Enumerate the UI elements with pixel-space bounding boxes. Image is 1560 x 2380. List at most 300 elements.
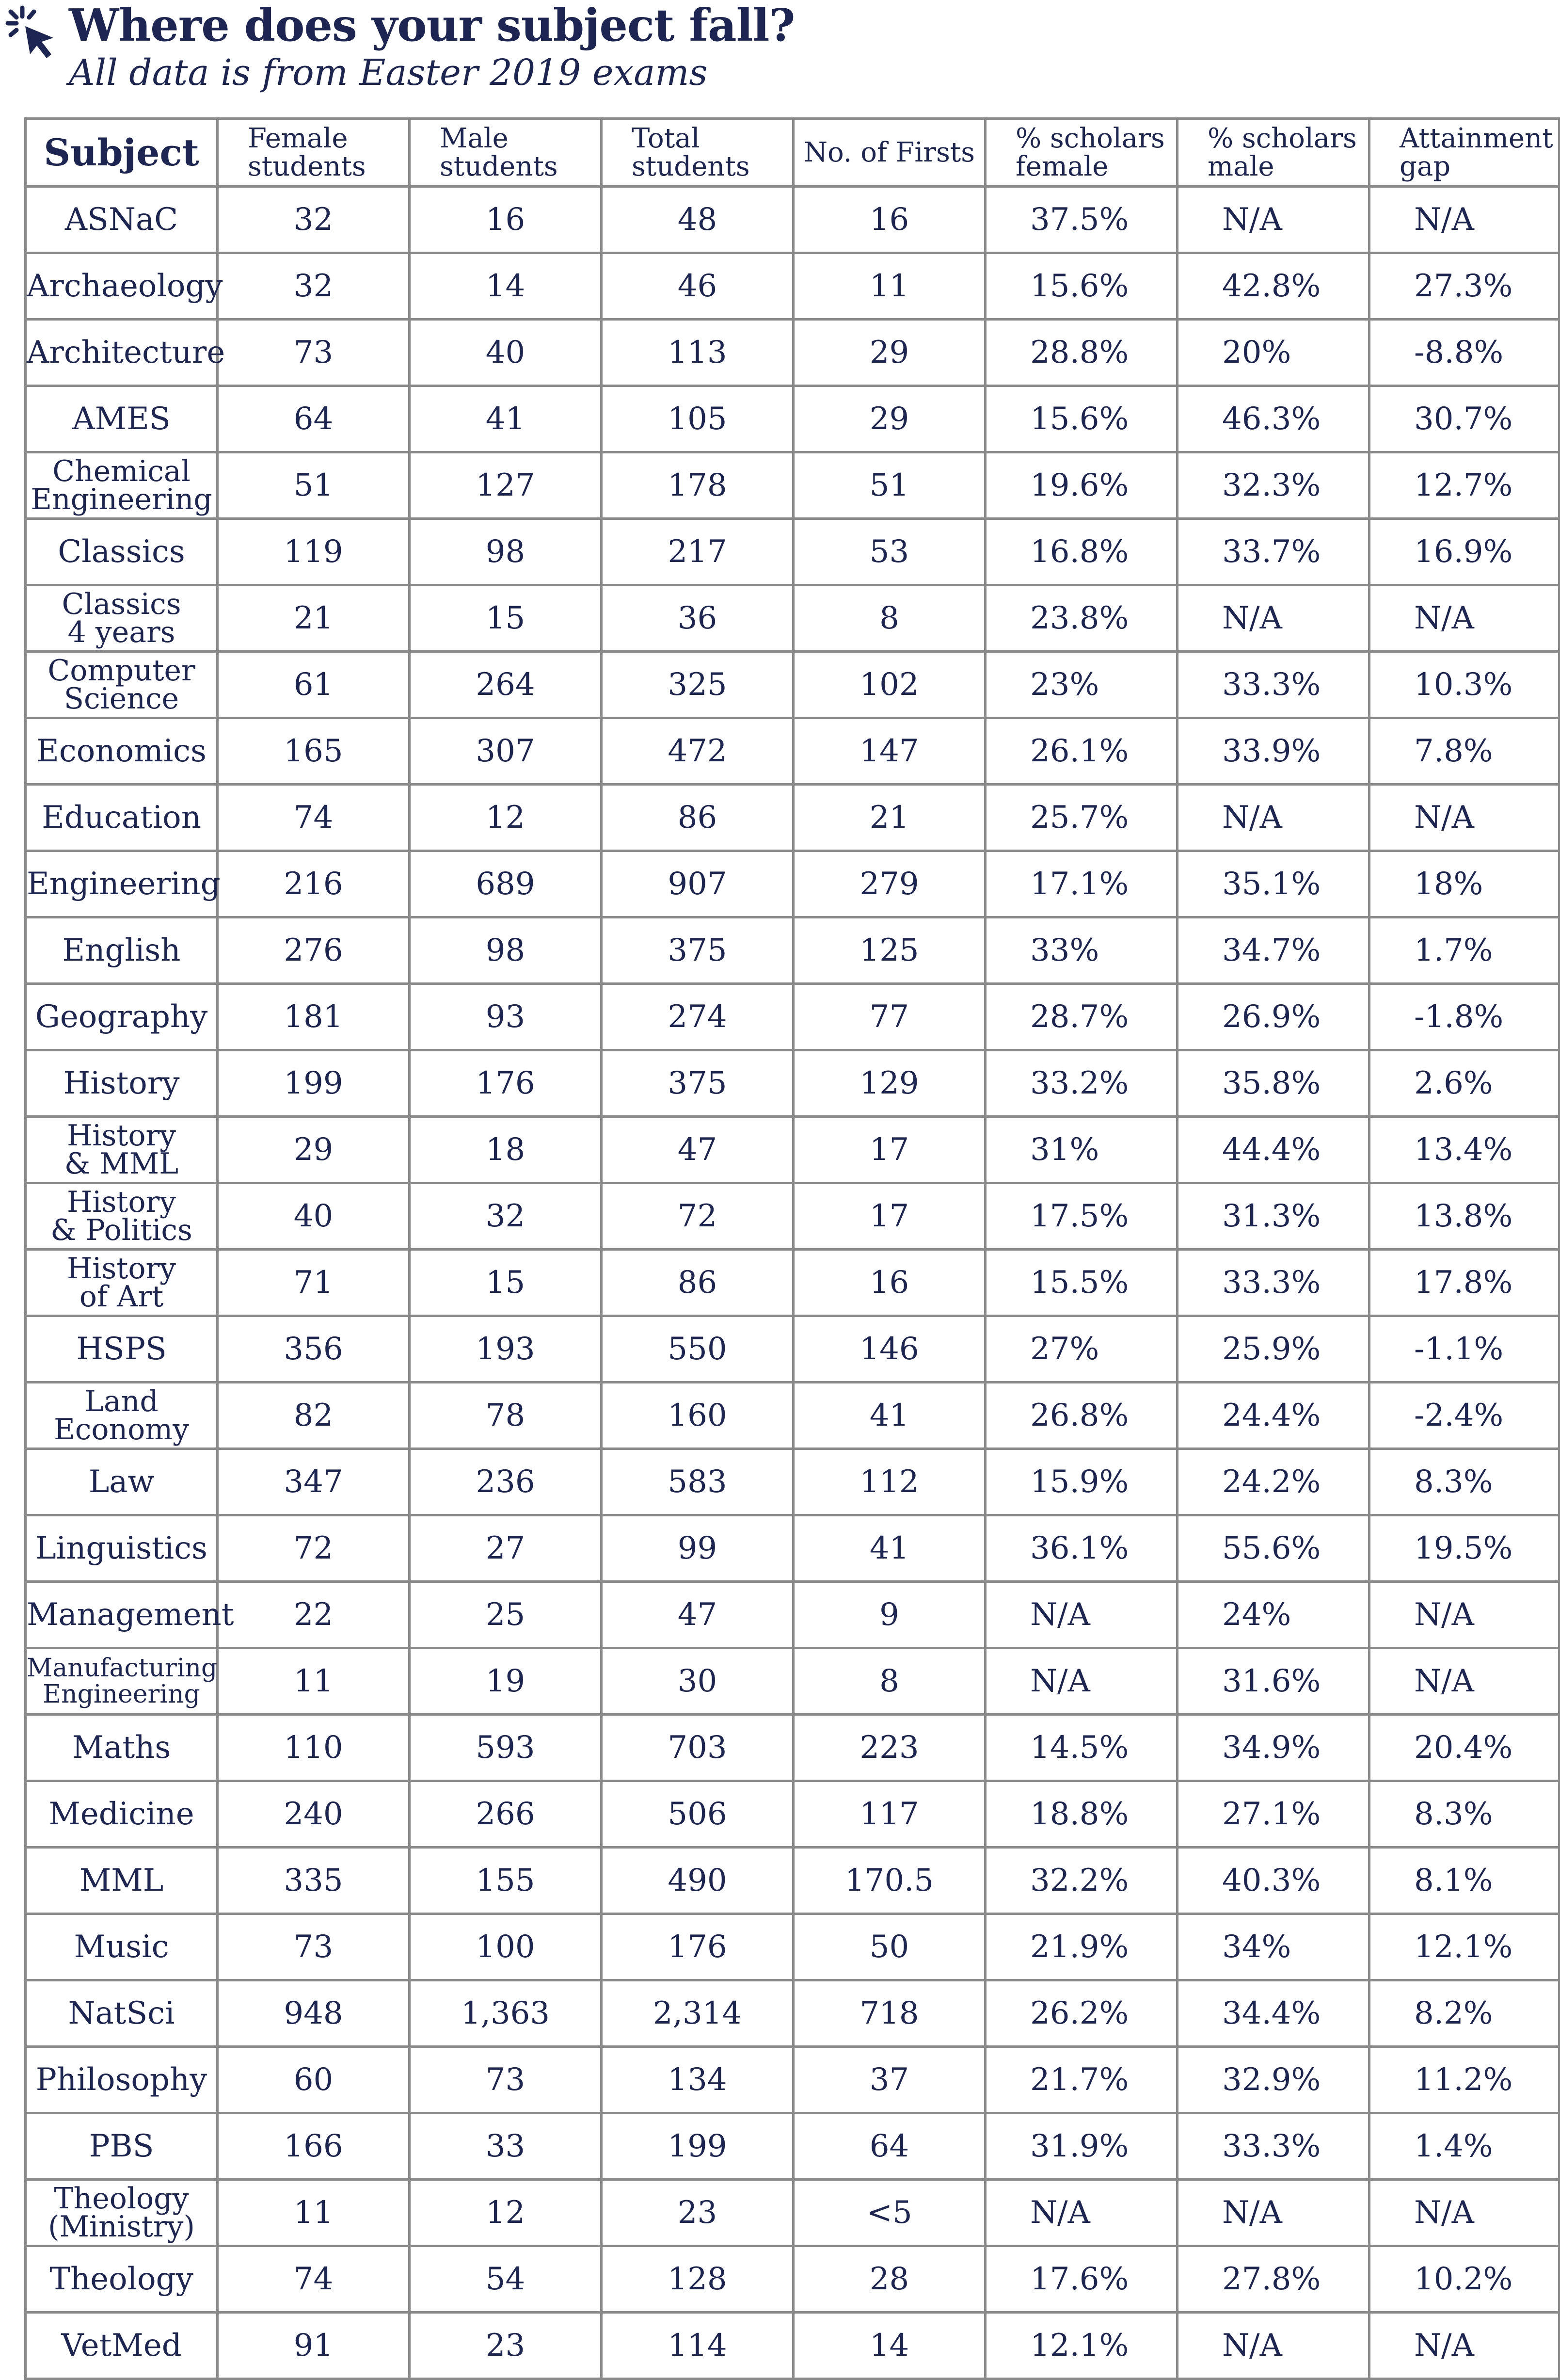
cell-male: 689 xyxy=(410,851,602,917)
table-row xyxy=(26,1848,1560,1914)
cell-scholars-male: 24% xyxy=(1178,1582,1369,1648)
cell-attainment-gap: 11.2% xyxy=(1369,2047,1560,2113)
cell-attainment-gap: 1.4% xyxy=(1369,2113,1560,2180)
cell-male: 100 xyxy=(410,1914,602,1980)
cell-firsts: 102 xyxy=(794,652,986,718)
cell-scholars-male: N/A xyxy=(1178,2313,1369,2379)
table-row xyxy=(26,1117,1560,1183)
cursor-click-icon xyxy=(3,4,61,62)
table-row xyxy=(26,1781,1560,1848)
table-row xyxy=(26,519,1560,585)
cell-female: 40 xyxy=(218,1183,410,1250)
cell-male: 264 xyxy=(410,652,602,718)
cell-female: 71 xyxy=(218,1250,410,1316)
cell-subject: History & MML xyxy=(26,1117,218,1183)
cell-firsts: 21 xyxy=(794,785,986,851)
cell-attainment-gap: 16.9% xyxy=(1369,519,1560,585)
cell-scholars-male: 33.3% xyxy=(1178,2113,1369,2180)
cell-attainment-gap: 8.1% xyxy=(1369,1848,1560,1914)
cell-scholars-male: 24.2% xyxy=(1178,1449,1369,1515)
cell-scholars-female: 17.6% xyxy=(986,2246,1178,2313)
table-row xyxy=(26,785,1560,851)
cell-female: 51 xyxy=(218,452,410,519)
cell-firsts: <5 xyxy=(794,2180,986,2246)
cell-scholars-male: 35.8% xyxy=(1178,1050,1369,1117)
table-row xyxy=(26,187,1560,253)
cell-scholars-female: 33% xyxy=(986,917,1178,984)
cell-firsts: 9 xyxy=(794,1582,986,1648)
table-row xyxy=(26,984,1560,1050)
table-row xyxy=(26,1980,1560,2047)
cell-scholars-female: 25.7% xyxy=(986,785,1178,851)
cell-firsts: 29 xyxy=(794,320,986,386)
cell-scholars-female: N/A xyxy=(986,1648,1178,1715)
cell-male: 155 xyxy=(410,1848,602,1914)
table-row xyxy=(26,320,1560,386)
table-row xyxy=(26,652,1560,718)
cell-scholars-male: 34.4% xyxy=(1178,1980,1369,2047)
cell-attainment-gap: 20.4% xyxy=(1369,1715,1560,1781)
cell-male: 266 xyxy=(410,1781,602,1848)
cell-female: 199 xyxy=(218,1050,410,1117)
table-row xyxy=(26,1582,1560,1648)
cell-male: 307 xyxy=(410,718,602,785)
table-row xyxy=(26,386,1560,452)
cell-male: 12 xyxy=(410,785,602,851)
cell-scholars-female: 12.1% xyxy=(986,2313,1178,2379)
cell-male: 593 xyxy=(410,1715,602,1781)
cell-total: 375 xyxy=(602,917,794,984)
cell-firsts: 117 xyxy=(794,1781,986,1848)
cell-subject: Linguistics xyxy=(26,1515,218,1582)
cell-female: 166 xyxy=(218,2113,410,2180)
cell-firsts: 17 xyxy=(794,1183,986,1250)
cell-subject: HSPS xyxy=(26,1316,218,1383)
cell-female: 91 xyxy=(218,2313,410,2379)
cell-attainment-gap: 7.8% xyxy=(1369,718,1560,785)
cell-male: 12 xyxy=(410,2180,602,2246)
cell-male: 27 xyxy=(410,1515,602,1582)
cell-subject: AMES xyxy=(26,386,218,452)
cell-scholars-female: 31.9% xyxy=(986,2113,1178,2180)
cell-attainment-gap: 8.3% xyxy=(1369,1449,1560,1515)
table-row xyxy=(26,1316,1560,1383)
cell-attainment-gap: 13.4% xyxy=(1369,1117,1560,1183)
cell-scholars-female: N/A xyxy=(986,1582,1178,1648)
cell-scholars-male: 20% xyxy=(1178,320,1369,386)
cell-female: 82 xyxy=(218,1383,410,1449)
column-header-male: Male students xyxy=(410,119,602,187)
cell-male: 16 xyxy=(410,187,602,253)
cell-firsts: 11 xyxy=(794,253,986,320)
cell-scholars-female: 17.5% xyxy=(986,1183,1178,1250)
cell-firsts: 146 xyxy=(794,1316,986,1383)
cell-attainment-gap: 1.7% xyxy=(1369,917,1560,984)
cell-male: 236 xyxy=(410,1449,602,1515)
table-row xyxy=(26,1250,1560,1316)
cell-attainment-gap: -1.1% xyxy=(1369,1316,1560,1383)
cell-male: 19 xyxy=(410,1648,602,1715)
cell-subject: Computer Science xyxy=(26,652,218,718)
cell-female: 181 xyxy=(218,984,410,1050)
cell-subject: English xyxy=(26,917,218,984)
cell-firsts: 51 xyxy=(794,452,986,519)
cell-male: 98 xyxy=(410,917,602,984)
cell-scholars-male: 31.6% xyxy=(1178,1648,1369,1715)
cell-female: 216 xyxy=(218,851,410,917)
column-header-firsts: No. of Firsts xyxy=(794,119,986,187)
cell-male: 15 xyxy=(410,1250,602,1316)
cell-firsts: 125 xyxy=(794,917,986,984)
cell-female: 356 xyxy=(218,1316,410,1383)
cell-scholars-male: 35.1% xyxy=(1178,851,1369,917)
cell-attainment-gap: 17.8% xyxy=(1369,1250,1560,1316)
cell-male: 78 xyxy=(410,1383,602,1449)
cell-subject: Management xyxy=(26,1582,218,1648)
cell-attainment-gap: -8.8% xyxy=(1369,320,1560,386)
cell-firsts: 41 xyxy=(794,1515,986,1582)
cell-female: 29 xyxy=(218,1117,410,1183)
table-row xyxy=(26,917,1560,984)
cell-subject: VetMed xyxy=(26,2313,218,2379)
cell-scholars-female: 18.8% xyxy=(986,1781,1178,1848)
table-row xyxy=(26,2246,1560,2313)
page-subtitle: All data is from Easter 2019 exams xyxy=(69,52,708,94)
cell-scholars-female: N/A xyxy=(986,2180,1178,2246)
cell-scholars-male: 55.6% xyxy=(1178,1515,1369,1582)
cell-female: 240 xyxy=(218,1781,410,1848)
cell-subject: Medicine xyxy=(26,1781,218,1848)
cell-firsts: 77 xyxy=(794,984,986,1050)
table-row xyxy=(26,1914,1560,1980)
cell-attainment-gap: 12.1% xyxy=(1369,1914,1560,1980)
cell-scholars-male: N/A xyxy=(1178,2180,1369,2246)
cell-male: 1,363 xyxy=(410,1980,602,2047)
cell-total: 550 xyxy=(602,1316,794,1383)
cell-total: 48 xyxy=(602,187,794,253)
cell-scholars-female: 19.6% xyxy=(986,452,1178,519)
column-header-scholars-male: % scholars male xyxy=(1178,119,1369,187)
cell-male: 33 xyxy=(410,2113,602,2180)
table-row xyxy=(26,2180,1560,2246)
cell-scholars-female: 37.5% xyxy=(986,187,1178,253)
cell-subject: Chemical Engineering xyxy=(26,452,218,519)
cell-total: 583 xyxy=(602,1449,794,1515)
cell-scholars-male: 40.3% xyxy=(1178,1848,1369,1914)
cell-attainment-gap: N/A xyxy=(1369,1648,1560,1715)
cell-firsts: 223 xyxy=(794,1715,986,1781)
cell-scholars-male: 33.3% xyxy=(1178,652,1369,718)
cell-scholars-female: 23.8% xyxy=(986,585,1178,652)
cell-scholars-female: 31% xyxy=(986,1117,1178,1183)
table-row xyxy=(26,1383,1560,1449)
cell-male: 40 xyxy=(410,320,602,386)
cell-attainment-gap: 8.2% xyxy=(1369,1980,1560,2047)
cell-subject: Education xyxy=(26,785,218,851)
column-header-total: Total students xyxy=(602,119,794,187)
cell-male: 98 xyxy=(410,519,602,585)
cell-scholars-male: N/A xyxy=(1178,585,1369,652)
cell-female: 335 xyxy=(218,1848,410,1914)
cell-scholars-male: 27.1% xyxy=(1178,1781,1369,1848)
cell-scholars-female: 21.9% xyxy=(986,1914,1178,1980)
cell-scholars-female: 23% xyxy=(986,652,1178,718)
cell-female: 60 xyxy=(218,2047,410,2113)
cell-subject: ASNaC xyxy=(26,187,218,253)
table-row xyxy=(26,1515,1560,1582)
cell-attainment-gap: -2.4% xyxy=(1369,1383,1560,1449)
cell-attainment-gap: 12.7% xyxy=(1369,452,1560,519)
cell-attainment-gap: N/A xyxy=(1369,2313,1560,2379)
cell-subject: Maths xyxy=(26,1715,218,1781)
cell-attainment-gap: -1.8% xyxy=(1369,984,1560,1050)
subject-table xyxy=(24,117,1560,2380)
cell-total: 199 xyxy=(602,2113,794,2180)
cell-male: 18 xyxy=(410,1117,602,1183)
cell-male: 193 xyxy=(410,1316,602,1383)
table-row xyxy=(26,851,1560,917)
cell-scholars-female: 26.8% xyxy=(986,1383,1178,1449)
cell-attainment-gap: 10.3% xyxy=(1369,652,1560,718)
cell-attainment-gap: 8.3% xyxy=(1369,1781,1560,1848)
cell-subject: Classics xyxy=(26,519,218,585)
cell-female: 165 xyxy=(218,718,410,785)
cell-attainment-gap: 30.7% xyxy=(1369,386,1560,452)
cell-firsts: 147 xyxy=(794,718,986,785)
cell-firsts: 28 xyxy=(794,2246,986,2313)
cell-subject: Law xyxy=(26,1449,218,1515)
cell-firsts: 50 xyxy=(794,1914,986,1980)
cell-attainment-gap: 2.6% xyxy=(1369,1050,1560,1117)
cell-scholars-male: 32.9% xyxy=(1178,2047,1369,2113)
cell-scholars-female: 28.8% xyxy=(986,320,1178,386)
cell-total: 2,314 xyxy=(602,1980,794,2047)
header-row xyxy=(26,119,1560,187)
table-row xyxy=(26,2113,1560,2180)
cell-subject: History & Politics xyxy=(26,1183,218,1250)
column-header-scholars-female: % scholars female xyxy=(986,119,1178,187)
cell-attainment-gap: N/A xyxy=(1369,2180,1560,2246)
cell-firsts: 17 xyxy=(794,1117,986,1183)
cell-total: 86 xyxy=(602,785,794,851)
cell-female: 73 xyxy=(218,320,410,386)
cell-female: 119 xyxy=(218,519,410,585)
cell-firsts: 718 xyxy=(794,1980,986,2047)
table-row xyxy=(26,1050,1560,1117)
cell-firsts: 53 xyxy=(794,519,986,585)
cell-female: 11 xyxy=(218,2180,410,2246)
cell-total: 178 xyxy=(602,452,794,519)
cell-scholars-male: N/A xyxy=(1178,187,1369,253)
cell-firsts: 16 xyxy=(794,187,986,253)
cell-female: 32 xyxy=(218,187,410,253)
cell-subject: Land Economy xyxy=(26,1383,218,1449)
cell-subject: Theology xyxy=(26,2246,218,2313)
cell-scholars-female: 16.8% xyxy=(986,519,1178,585)
cell-total: 907 xyxy=(602,851,794,917)
cell-firsts: 129 xyxy=(794,1050,986,1117)
table-row xyxy=(26,1648,1560,1715)
cell-total: 105 xyxy=(602,386,794,452)
cell-scholars-female: 21.7% xyxy=(986,2047,1178,2113)
cell-female: 74 xyxy=(218,2246,410,2313)
table-row xyxy=(26,2047,1560,2113)
cell-scholars-female: 26.2% xyxy=(986,1980,1178,2047)
cell-total: 274 xyxy=(602,984,794,1050)
cell-scholars-male: 34.9% xyxy=(1178,1715,1369,1781)
cell-total: 217 xyxy=(602,519,794,585)
cell-male: 23 xyxy=(410,2313,602,2379)
cell-total: 176 xyxy=(602,1914,794,1980)
cell-subject: Archaeology xyxy=(26,253,218,320)
cell-male: 127 xyxy=(410,452,602,519)
cell-attainment-gap: N/A xyxy=(1369,785,1560,851)
cell-scholars-male: 42.8% xyxy=(1178,253,1369,320)
cell-subject: Geography xyxy=(26,984,218,1050)
cell-total: 46 xyxy=(602,253,794,320)
cell-firsts: 279 xyxy=(794,851,986,917)
cell-total: 325 xyxy=(602,652,794,718)
cell-firsts: 8 xyxy=(794,1648,986,1715)
cell-female: 32 xyxy=(218,253,410,320)
cell-scholars-male: 27.8% xyxy=(1178,2246,1369,2313)
cell-firsts: 16 xyxy=(794,1250,986,1316)
cell-female: 61 xyxy=(218,652,410,718)
cell-scholars-male: N/A xyxy=(1178,785,1369,851)
table-row xyxy=(26,452,1560,519)
cell-attainment-gap: 27.3% xyxy=(1369,253,1560,320)
cell-scholars-male: 24.4% xyxy=(1178,1383,1369,1449)
cell-total: 160 xyxy=(602,1383,794,1449)
cell-attainment-gap: N/A xyxy=(1369,1582,1560,1648)
cell-male: 15 xyxy=(410,585,602,652)
cell-scholars-female: 15.6% xyxy=(986,253,1178,320)
table-body xyxy=(26,187,1560,2379)
cell-total: 472 xyxy=(602,718,794,785)
cell-subject: PBS xyxy=(26,2113,218,2180)
cell-total: 23 xyxy=(602,2180,794,2246)
cell-scholars-female: 33.2% xyxy=(986,1050,1178,1117)
cell-subject: Philosophy xyxy=(26,2047,218,2113)
table-row xyxy=(26,1449,1560,1515)
cell-firsts: 37 xyxy=(794,2047,986,2113)
cell-scholars-female: 15.9% xyxy=(986,1449,1178,1515)
cell-firsts: 170.5 xyxy=(794,1848,986,1914)
cell-scholars-female: 17.1% xyxy=(986,851,1178,917)
cell-female: 22 xyxy=(218,1582,410,1648)
cell-scholars-male: 46.3% xyxy=(1178,386,1369,452)
cell-total: 114 xyxy=(602,2313,794,2379)
cell-firsts: 64 xyxy=(794,2113,986,2180)
cell-subject: Music xyxy=(26,1914,218,1980)
cell-attainment-gap: 18% xyxy=(1369,851,1560,917)
cell-total: 113 xyxy=(602,320,794,386)
cell-total: 30 xyxy=(602,1648,794,1715)
cell-scholars-female: 27% xyxy=(986,1316,1178,1383)
cell-firsts: 8 xyxy=(794,585,986,652)
cell-scholars-female: 15.6% xyxy=(986,386,1178,452)
cell-attainment-gap: N/A xyxy=(1369,187,1560,253)
cell-total: 47 xyxy=(602,1117,794,1183)
cell-total: 490 xyxy=(602,1848,794,1914)
page-title: Where does your subject fall? xyxy=(69,0,795,51)
cell-scholars-male: 33.9% xyxy=(1178,718,1369,785)
table-row xyxy=(26,253,1560,320)
cell-scholars-female: 36.1% xyxy=(986,1515,1178,1582)
cell-attainment-gap: N/A xyxy=(1369,585,1560,652)
cell-scholars-male: 31.3% xyxy=(1178,1183,1369,1250)
cell-attainment-gap: 10.2% xyxy=(1369,2246,1560,2313)
header xyxy=(0,0,1560,102)
cell-subject: Engineering xyxy=(26,851,218,917)
cell-female: 74 xyxy=(218,785,410,851)
column-header-female: Female students xyxy=(218,119,410,187)
cell-firsts: 112 xyxy=(794,1449,986,1515)
cell-female: 11 xyxy=(218,1648,410,1715)
cell-subject: NatSci xyxy=(26,1980,218,2047)
cell-total: 86 xyxy=(602,1250,794,1316)
cell-male: 73 xyxy=(410,2047,602,2113)
cell-male: 93 xyxy=(410,984,602,1050)
cell-scholars-male: 33.7% xyxy=(1178,519,1369,585)
column-header-subject: Subject xyxy=(26,119,218,187)
table-row xyxy=(26,1715,1560,1781)
cell-male: 54 xyxy=(410,2246,602,2313)
cell-total: 47 xyxy=(602,1582,794,1648)
cell-scholars-male: 25.9% xyxy=(1178,1316,1369,1383)
cell-total: 134 xyxy=(602,2047,794,2113)
cell-subject: Manufacturing Engineering xyxy=(26,1648,218,1715)
cell-subject: MML xyxy=(26,1848,218,1914)
cell-scholars-female: 15.5% xyxy=(986,1250,1178,1316)
cell-female: 110 xyxy=(218,1715,410,1781)
table-row xyxy=(26,2313,1560,2379)
table-row xyxy=(26,585,1560,652)
cell-female: 64 xyxy=(218,386,410,452)
cell-total: 703 xyxy=(602,1715,794,1781)
cell-total: 99 xyxy=(602,1515,794,1582)
column-header-attainment-gap: Attainment gap xyxy=(1369,119,1560,187)
cell-male: 41 xyxy=(410,386,602,452)
cell-subject: Classics 4 years xyxy=(26,585,218,652)
cell-female: 73 xyxy=(218,1914,410,1980)
cell-subject: History of Art xyxy=(26,1250,218,1316)
cell-scholars-male: 44.4% xyxy=(1178,1117,1369,1183)
cell-female: 276 xyxy=(218,917,410,984)
cell-scholars-male: 33.3% xyxy=(1178,1250,1369,1316)
cell-subject: Theology (Ministry) xyxy=(26,2180,218,2246)
cell-scholars-female: 32.2% xyxy=(986,1848,1178,1914)
cell-male: 25 xyxy=(410,1582,602,1648)
cell-scholars-female: 26.1% xyxy=(986,718,1178,785)
cell-male: 176 xyxy=(410,1050,602,1117)
cell-total: 128 xyxy=(602,2246,794,2313)
cell-firsts: 29 xyxy=(794,386,986,452)
cell-scholars-female: 28.7% xyxy=(986,984,1178,1050)
cell-attainment-gap: 19.5% xyxy=(1369,1515,1560,1582)
cell-total: 72 xyxy=(602,1183,794,1250)
table-row xyxy=(26,718,1560,785)
cell-scholars-male: 34.7% xyxy=(1178,917,1369,984)
cell-female: 72 xyxy=(218,1515,410,1582)
cell-scholars-male: 34% xyxy=(1178,1914,1369,1980)
cell-subject: Economics xyxy=(26,718,218,785)
cell-male: 14 xyxy=(410,253,602,320)
cell-total: 506 xyxy=(602,1781,794,1848)
cell-female: 347 xyxy=(218,1449,410,1515)
cell-subject: Architecture xyxy=(26,320,218,386)
cell-scholars-female: 14.5% xyxy=(986,1715,1178,1781)
